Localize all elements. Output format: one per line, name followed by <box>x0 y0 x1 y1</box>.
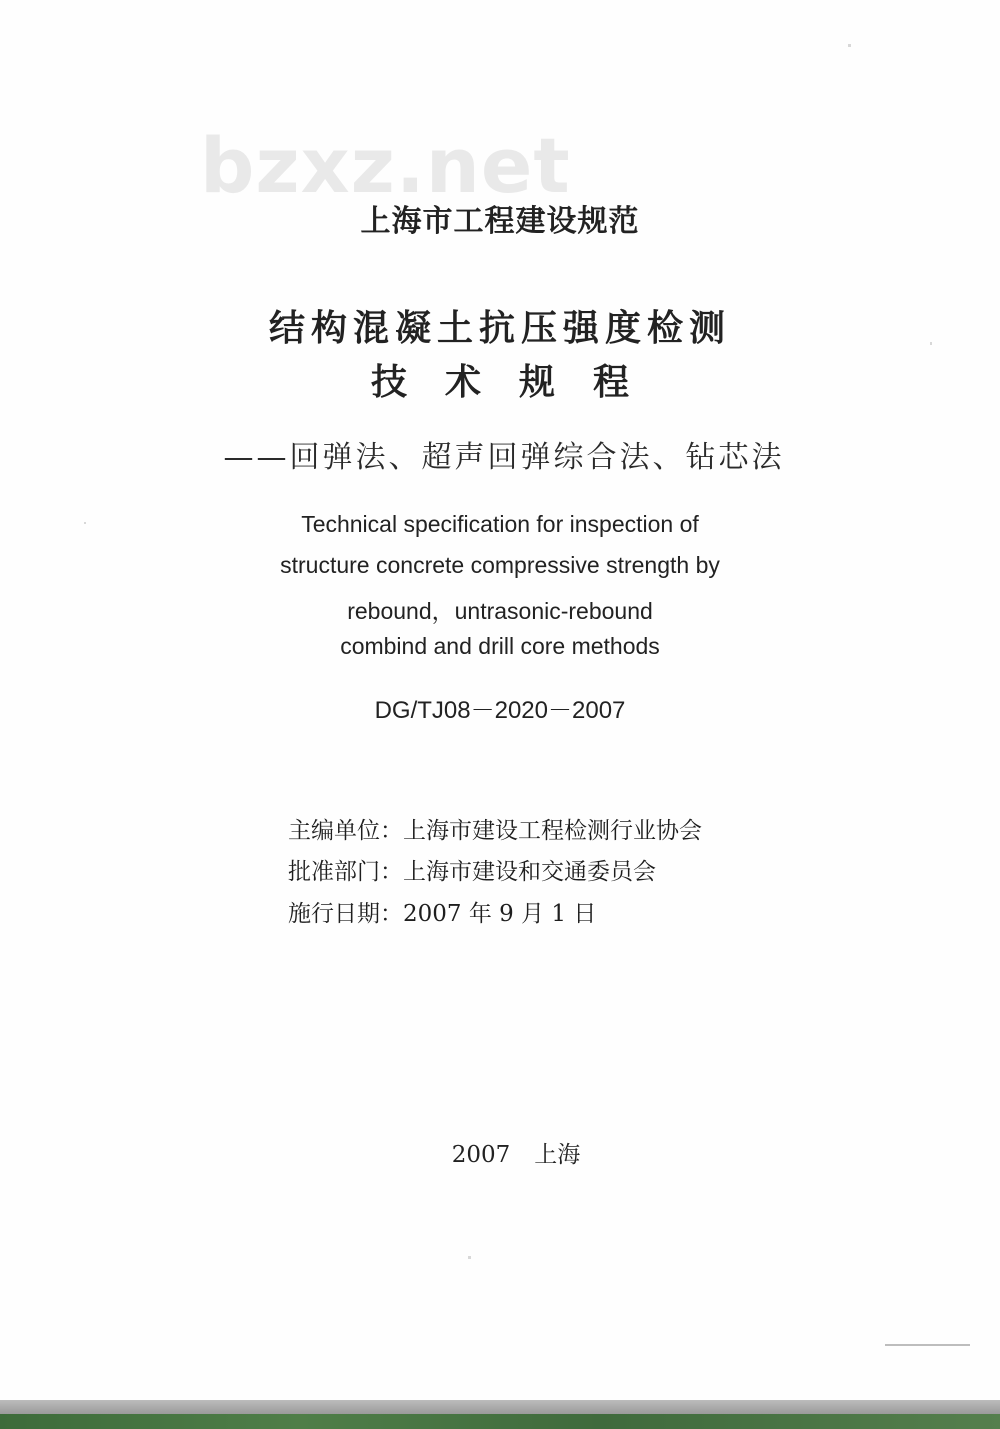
watermark: bzxz.net <box>200 121 571 210</box>
main-title-line2: 技术规程 <box>370 362 667 403</box>
english-title-line2: structure concrete compressive strength by <box>280 552 720 578</box>
english-title-line3: rebound，untrasonic-rebound <box>347 598 653 624</box>
english-title-line1: Technical specification for inspection of <box>301 511 699 537</box>
scan-speck <box>84 522 86 524</box>
background-surface <box>0 1414 1000 1429</box>
scan-speck <box>930 342 932 345</box>
imprint <box>0 1136 1000 1169</box>
scan-speck <box>848 44 851 47</box>
standard-code: DG/TJ08－2020－2007 <box>374 697 626 724</box>
scan-line <box>885 1344 970 1346</box>
imprint-city: 上海 <box>534 1142 581 1168</box>
main-title-line1: 结构混凝土抗压强度检测 <box>268 308 731 349</box>
scanner-edge <box>0 1400 1000 1414</box>
imprint-year: 2007 <box>451 1142 511 1168</box>
scan-speck <box>468 1256 471 1259</box>
series-title: 上海市工程建设规范 <box>360 204 640 239</box>
editor-unit: 主编单位：上海市建设工程检测行业协会 <box>288 818 702 844</box>
effective-date: 施行日期：2007 年 9 月 1 日 <box>288 901 597 927</box>
subtitle: ——回弹法、超声回弹综合法、钻芯法 <box>223 440 785 475</box>
english-title-line4: combind and drill core methods <box>340 633 660 659</box>
approval-department: 批准部门：上海市建设和交通委员会 <box>288 859 656 885</box>
